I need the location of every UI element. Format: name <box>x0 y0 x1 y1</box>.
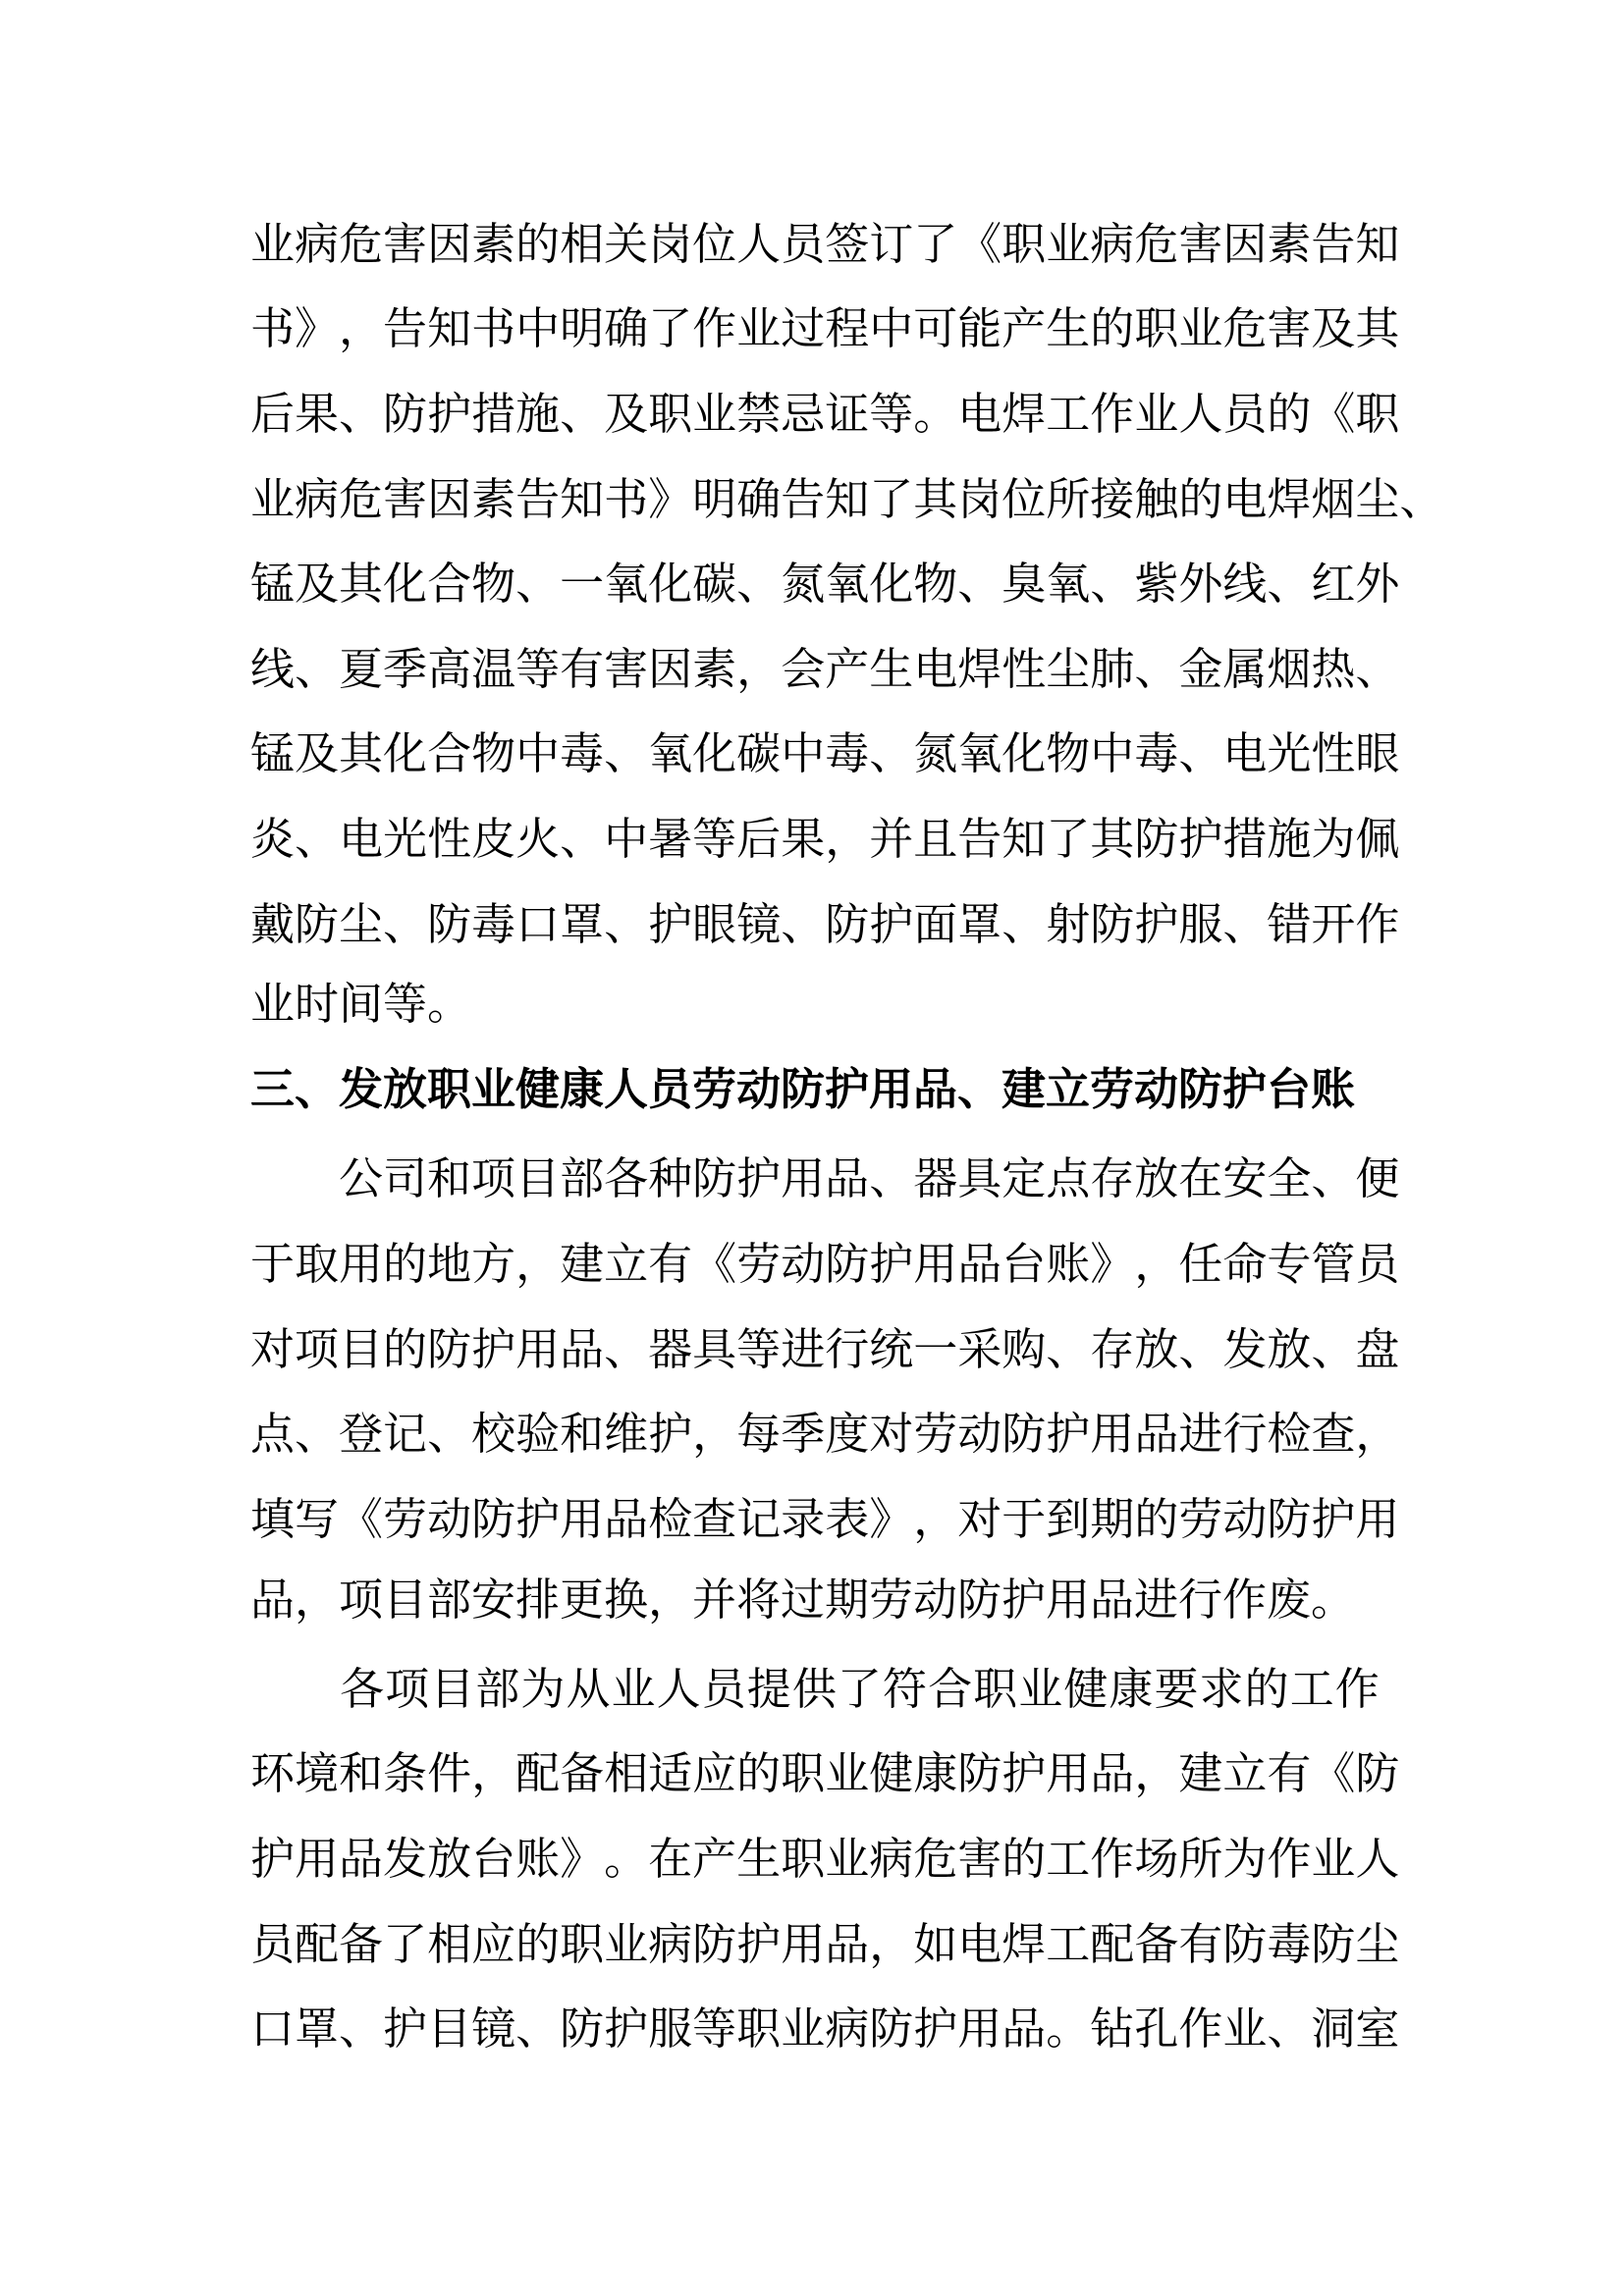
text-line: 各 项 目 部 为 从 业 人 员 提 供 了 符 合 职 业 健 康 要 求 的 工 作 <box>340 1664 1380 1714</box>
text-line: 护 用 品 发 放 台 账 》 。 在 产 生 职 业 病 危 害 的 工 作 场 所 为 作 业 人 <box>250 1835 1400 1885</box>
text-line: 线 、 夏 季 高 温 等 有 害 因 素 ， 会 产 生 电 焊 性 尘 肺 、 金 属 烟 热 、 <box>250 644 1400 694</box>
text-line: 业时间等。 <box>250 980 472 1030</box>
text-line: 点 、 登 记 、 校 验 和 维 护 ， 每 季 度 对 劳 动 防 护 用 品 进 行 检 查 ， <box>250 1410 1400 1460</box>
text-block <box>250 197 1444 2067</box>
text-line: 员 配 备 了 相 应 的 职 业 病 防 护 用 品 ， 如 电 焊 工 配 备 有 防 毒 防 尘 <box>250 1919 1400 1969</box>
text-line: 炎 、 电 光 性 皮 火 、 中 暑 等 后 果 ， 并 且 告 知 了 其 防 护 措 施 为 佩 <box>250 814 1400 864</box>
section-heading: 三、发放职业健康人员劳动防护用品、建立劳动防护台账 <box>250 1064 1356 1114</box>
text-line: 锰 及 其 化 合 物 中 毒 、 氧 化 碳 中 毒 、 氮 氧 化 物 中 毒 、 电 光 性 眼 <box>250 729 1400 779</box>
text-line: 业 病 危 害 因 素 告 知 书 》 明 确 告 知 了 其 岗 位 所 接 触 的 电 焊 烟 尘 、 <box>250 474 1444 524</box>
text-line: 公 司 和 项 目 部 各 种 防 护 用 品 、 器 具 定 点 存 放 在 安 全 、 便 <box>339 1154 1400 1204</box>
text-line: 对 项 目 的 防 护 用 品 、 器 具 等 进 行 统 一 采 购 、 存 放 、 发 放 、 盘 <box>250 1324 1400 1374</box>
text-line: 业 病 危 害 因 素 的 相 关 岗 位 人 员 签 订 了 《 职 业 病 危 害 因 素 告 知 <box>250 219 1400 269</box>
text-line: 书 》 ， 告 知 书 中 明 确 了 作 业 过 程 中 可 能 产 生 的 职 业 危 害 及 其 <box>250 304 1400 354</box>
text-line: 锰 及 其 化 合 物 、 一 氧 化 碳 、 氮 氧 化 物 、 臭 氧 、 紫 外 线 、 红 外 <box>250 560 1400 610</box>
text-line: 品，项目部安排更换，并将过期劳动防护用品进行作废。 <box>250 1575 1356 1625</box>
text-line: 口 罩 、 护 目 镜 、 防 护 服 等 职 业 病 防 护 用 品 。 钻 孔 作 业 、 洞 室 <box>250 2004 1400 2055</box>
text-line: 戴 防 尘 、 防 毒 口 罩 、 护 眼 镜 、 防 护 面 罩 、 射 防 护 服 、 错 开 作 <box>250 899 1400 949</box>
text-line: 环 境 和 条 件 ， 配 备 相 适 应 的 职 业 健 康 防 护 用 品 ， 建 立 有 《 防 <box>250 1749 1400 1799</box>
text-line: 后 果 、 防 护 措 施 、 及 职 业 禁 忌 证 等 。 电 焊 工 作 业 人 员 的 《 职 <box>250 389 1400 439</box>
text-line: 填 写 《 劳 动 防 护 用 品 检 查 记 录 表 》 ， 对 于 到 期 的 劳 动 防 护 用 <box>250 1494 1400 1544</box>
text-line: 于 取 用 的 地 方 ， 建 立 有 《 劳 动 防 护 用 品 台 账 》 ， 任 命 专 管 员 <box>250 1239 1400 1289</box>
